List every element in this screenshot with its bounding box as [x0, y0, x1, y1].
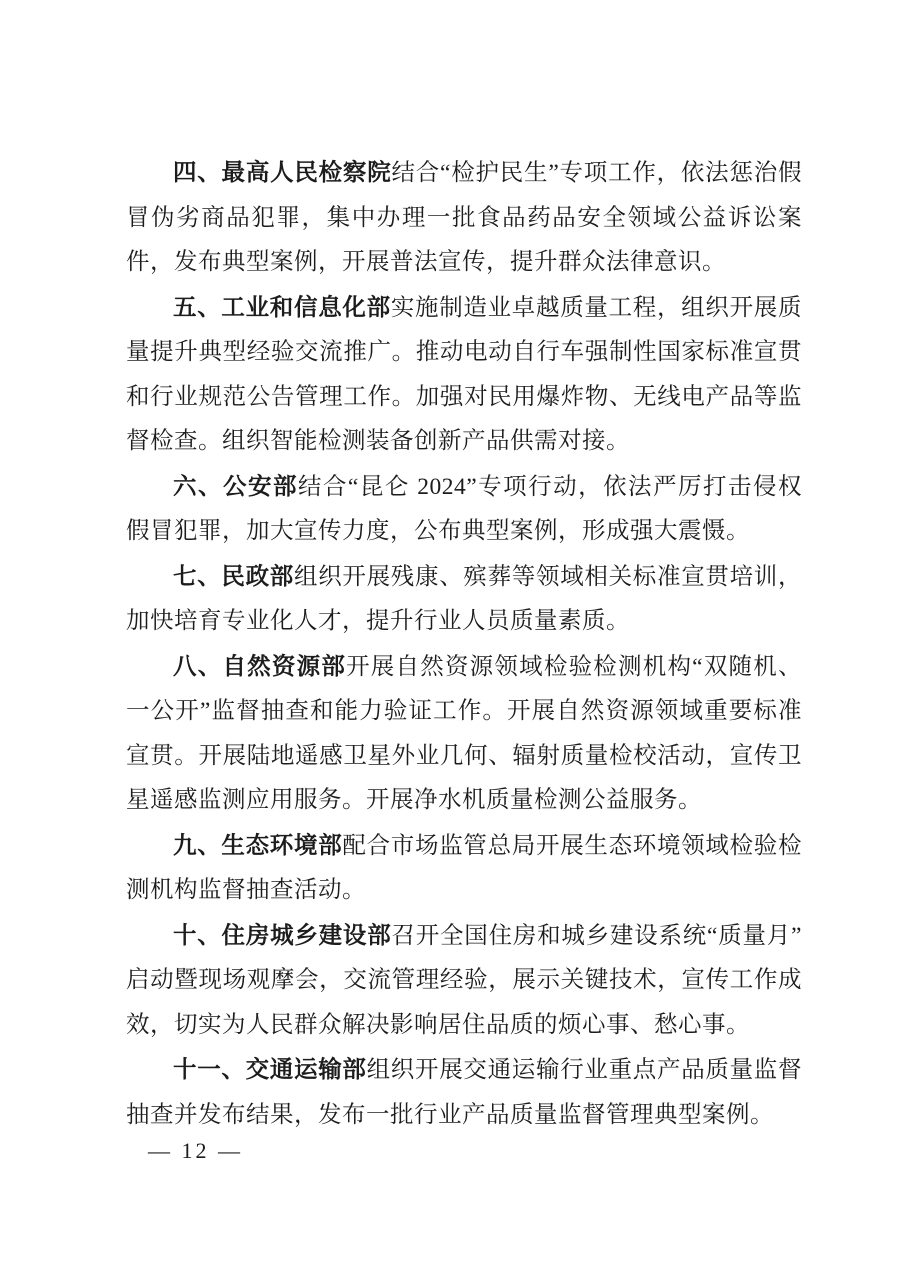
paragraph-text: 组织开展交通运输行业重点产品质量监督抽查并发布结果，发布一批行业产品质量监督管理典型案例。 — [126, 1057, 803, 1128]
paragraph — [126, 823, 802, 913]
paragraph-lead: 四、最高人民检察院 — [173, 159, 392, 185]
paragraph-text: 结合“检护民生”专项工作，依法惩治假冒伪劣商品犯罪，集中办理一批食品药品安全领域公益诉讼案件，发布典型案例，开展普法宣传，提升群众法律意识。 — [126, 160, 802, 275]
paragraph-text: 结合“昆仑 2024”专项行动，依法严厉打击侵权假冒犯罪，加大宣传力度，公布典型案例，形成强大震慑。 — [126, 473, 802, 544]
paragraph-lead: 八、自然资源部 — [173, 652, 347, 679]
paragraph — [126, 150, 802, 285]
paragraph — [126, 913, 802, 1048]
paragraph-text: 开展自然资源领域检验检测机构“双随机、一公开”监督抽查和能力验证工作。开展自然资源领域重要标准宣贯。开展陆地遥感卫星外业几何、辐射质量检校活动，宣传卫星遥感监测应用服务。开展净水机质量检测公益服务。 — [126, 653, 802, 813]
paragraph-text: 组织开展残康、殡葬等领域相关标准宣贯培训，加快培育专业化人才，提升行业人员质量素质。 — [126, 563, 802, 634]
paragraph — [126, 1047, 802, 1137]
paragraph — [126, 285, 802, 464]
paragraph — [126, 554, 802, 644]
paragraph-text: 配合市场监管总局开展生态环境领域检验检测机构监督抽查活动。 — [126, 832, 803, 903]
paragraph-text: 实施制造业卓越质量工程，组织开展质量提升典型经验交流推广。推动电动自行车强制性国家标准宣贯和行业规范公告管理工作。加强对民用爆炸物、无线电产品等监督检查。组织智能检测装备创新产品供需对接。 — [126, 294, 803, 454]
page-number: — 12 — — [148, 1138, 243, 1163]
page-footer — [148, 1138, 243, 1164]
paragraph-text: 召开全国住房和城乡建设系统“质量月”启动暨现场观摩会，交流管理经验，展示关键技术，宣传工作成效，切实为人民群众解决影响居住品质的烦心事、愁心事。 — [126, 922, 802, 1038]
paragraph-lead: 十、住房城乡建设部 — [173, 921, 392, 948]
paragraph — [126, 644, 802, 823]
paragraph-lead: 五、工业和信息化部 — [173, 293, 391, 320]
paragraph-lead: 六、公安部 — [173, 472, 298, 499]
document-body — [126, 150, 802, 1137]
paragraph-lead: 十一、交通运输部 — [173, 1056, 367, 1082]
paragraph — [126, 464, 802, 554]
paragraph-lead: 九、生态环境部 — [173, 831, 343, 858]
paragraph-lead: 七、民政部 — [173, 562, 294, 589]
